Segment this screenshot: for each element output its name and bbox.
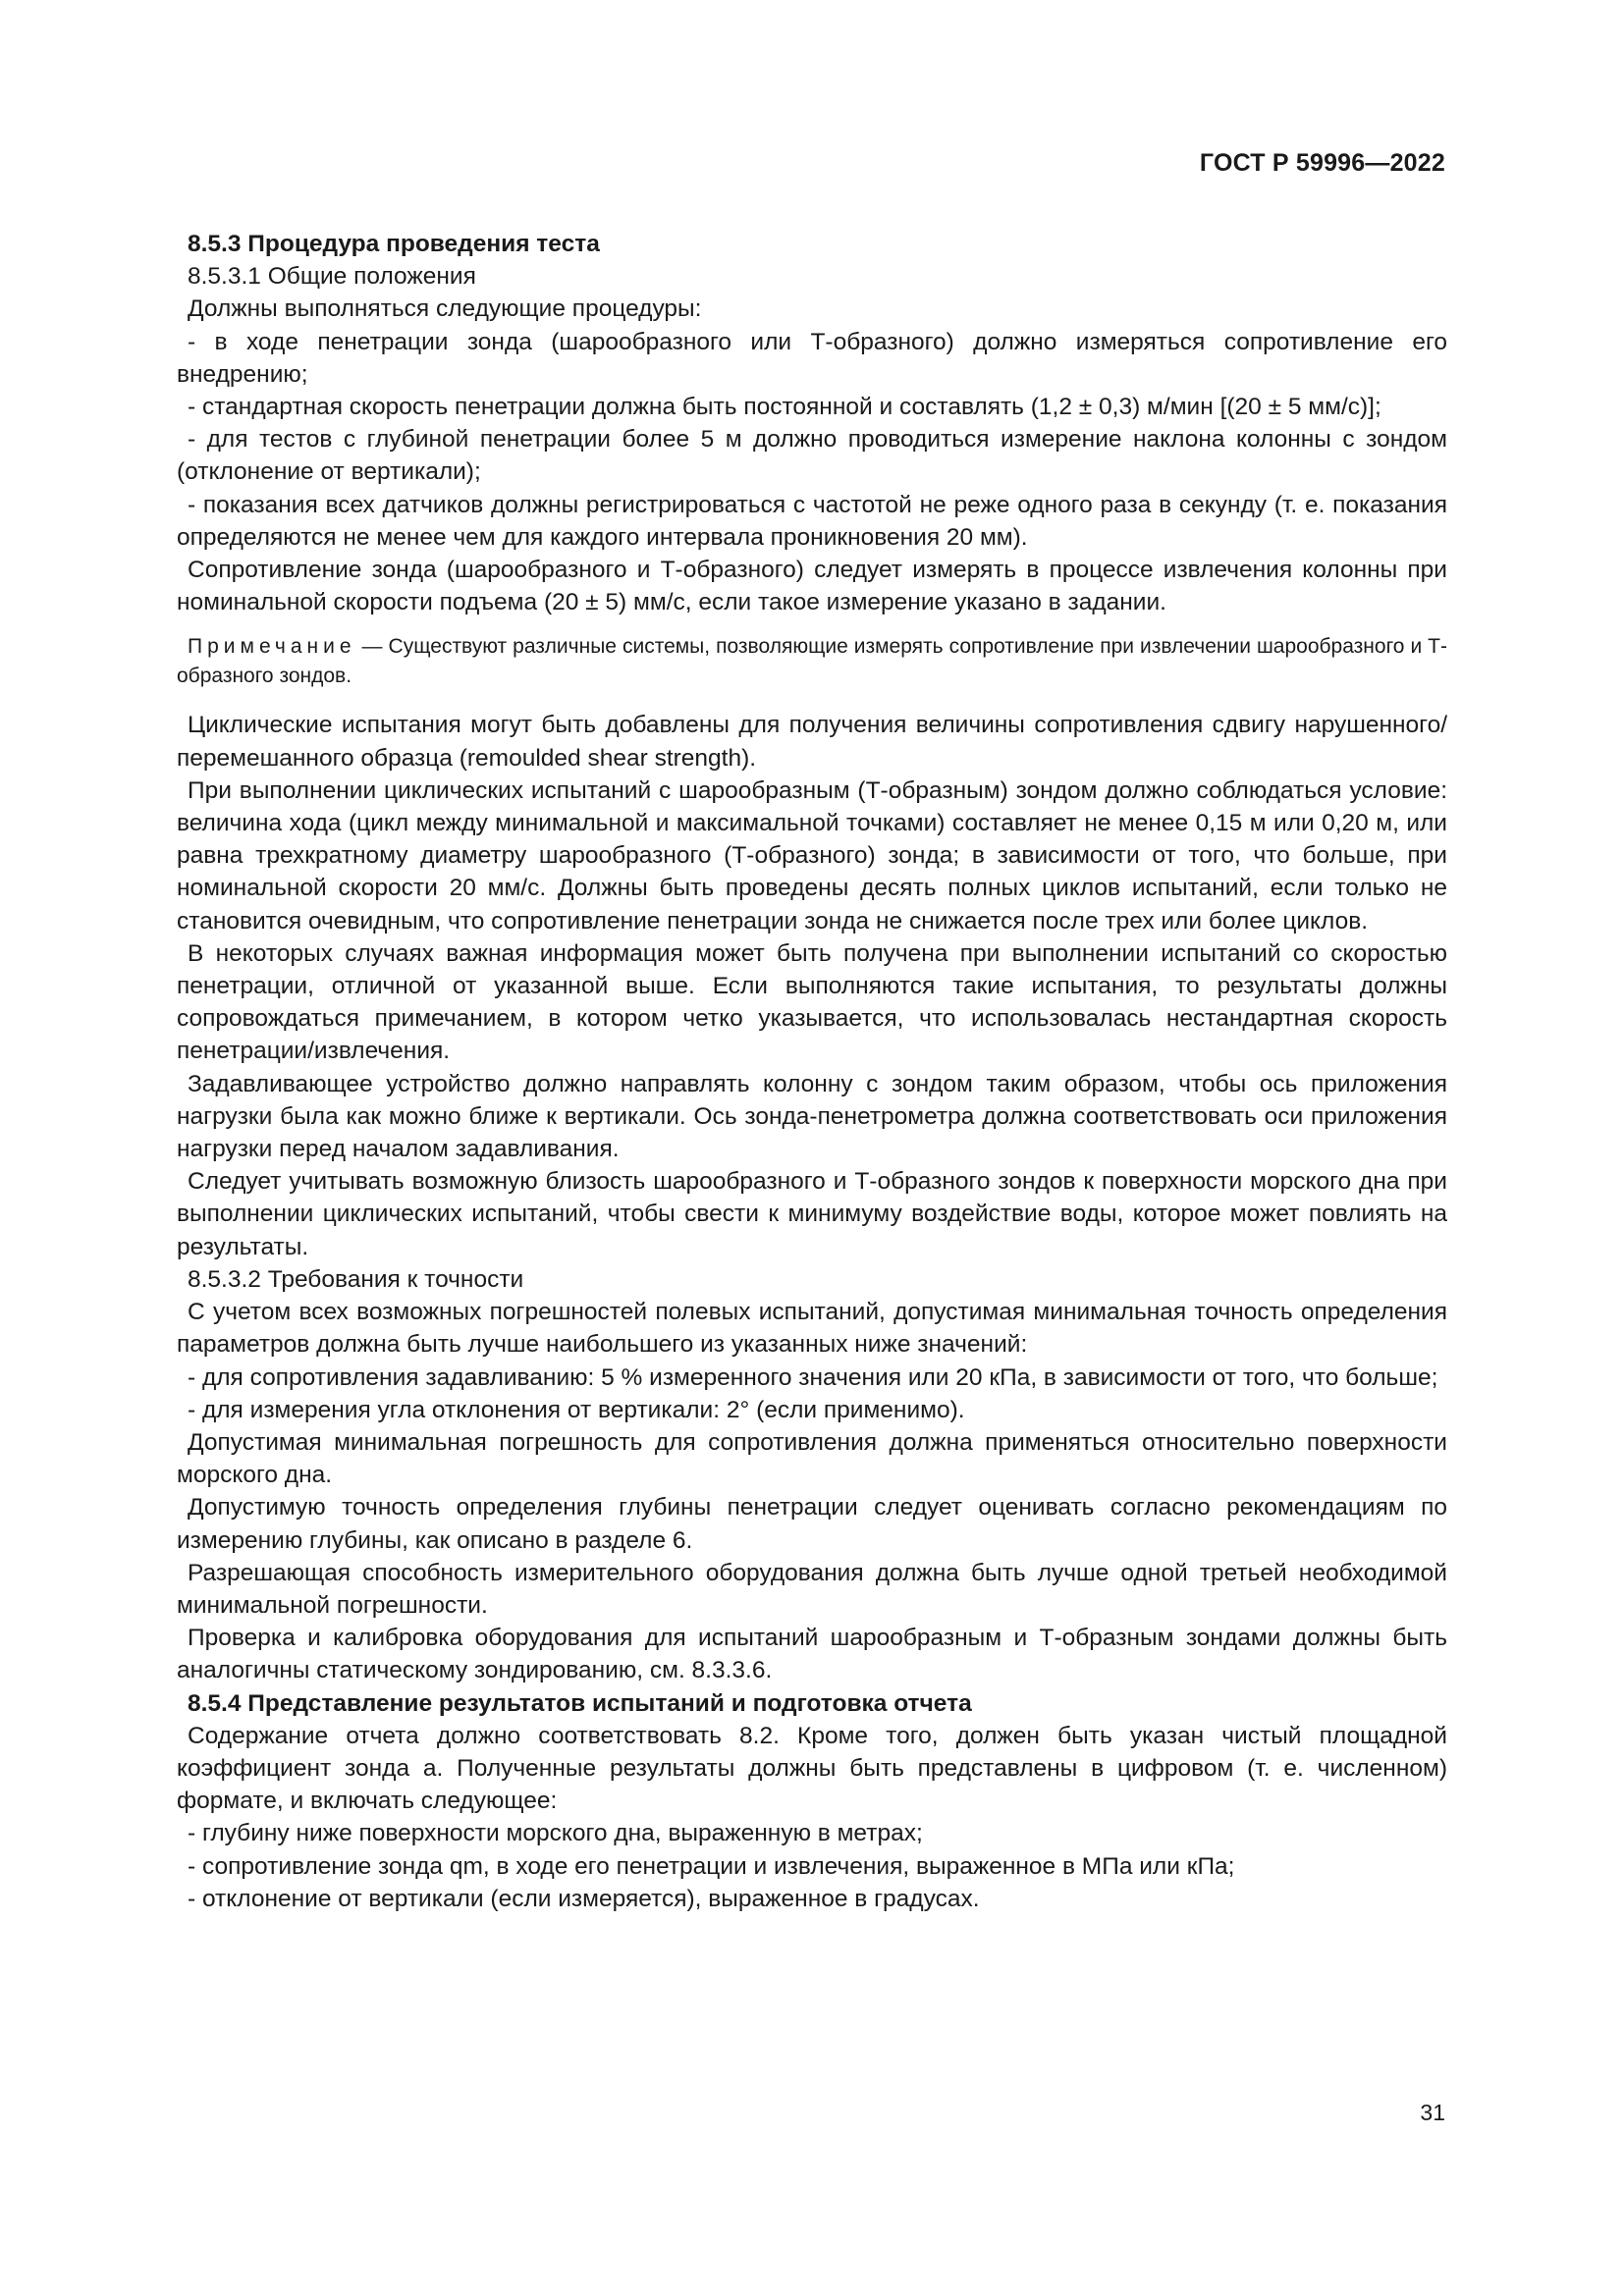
body-paragraph: Содержание отчета должно соответствовать 8.2. Кроме того, должен быть указан чистый площадной коэффициент зонда a. Полученные результаты должны быть представлены в цифровом (т. е. численном) формате, и включать следующее: [177, 1722, 1447, 1815]
body-paragraph: 8.5.3.1 Общие положения [188, 263, 476, 291]
body-paragraph: - для тестов с глубиной пенетрации более 5 м должно проводиться измерение наклона колонны с зондом (отклонение от вертикали); [177, 426, 1447, 486]
note-label: Примечание [188, 635, 356, 659]
body-paragraph: - в ходе пенетрации зонда (шарообразного или Т-образного) должно измеряться сопротивление его внедрению; [177, 328, 1447, 388]
body-paragraph: - для сопротивления задавливанию: 5 % измеренного значения или 20 кПа, в зависимости от того, что больше; [188, 1363, 1438, 1391]
body-paragraph: Следует учитывать возможную близость шарообразного и Т-образного зондов к поверхности морского дна при выполнении циклических испытаний, чтобы свести к минимуму воздействие воды, которое может повлиять на результаты. [177, 1168, 1447, 1260]
note-text: — Существуют различные системы, позволяющие измерять сопротивление при извлечении шарообразного и Т-образного зондов. [177, 635, 1447, 688]
body-paragraph: Допустимая минимальная погрешность для сопротивления должна применяться относительно поверхности морского дна. [177, 1428, 1447, 1489]
body-paragraph: 8.5.3.2 Требования к точности [188, 1265, 524, 1293]
note-paragraph [177, 632, 1447, 691]
page-content [177, 228, 1447, 1915]
body-paragraph: В некоторых случаях важная информация может быть получена при выполнении испытаний со скоростью пенетрации, отличной от указанной выше. Если выполняются такие испытания, то результаты должны сопровождаться примечанием, в котором четко указывается, что использовалась нестандартная скорость пенетрации/извлечения. [177, 939, 1447, 1065]
body-paragraph: С учетом всех возможных погрешностей полевых испытаний, допустимая минимальная точность определения параметров должна быть лучше наибольшего из указанных ниже значений: [177, 1299, 1447, 1359]
body-paragraph: Задавливающее устройство должно направлять колонну с зондом таким образом, чтобы ось приложения нагрузки была как можно ближе к вертикали. Ось зонда-пенетрометра должна соответствовать оси приложения нагрузки перед началом задавливания. [177, 1070, 1447, 1163]
body-paragraph: Сопротивление зонда (шарообразного и Т-образного) следует измерять в процессе извлечения колонны при номинальной скорости подъема (20 ± 5) мм/с, если такое измерение указано в задании. [177, 557, 1447, 616]
section-heading: 8.5.3 Процедура проведения теста [188, 231, 600, 257]
body-paragraph: - отклонение от вертикали (если измеряется), выраженное в градусах. [188, 1885, 980, 1912]
page-number: 31 [1420, 2100, 1445, 2125]
body-paragraph: - показания всех датчиков должны регистрироваться с частотой не реже одного раза в секунду (т. е. показания определяются не менее чем для каждого интервала проникновения 20 мм). [177, 491, 1447, 551]
body-paragraph: - для измерения угла отклонения от вертикали: 2° (если применимо). [188, 1396, 965, 1423]
body-paragraph: Проверка и калибровка оборудования для испытаний шарообразным и Т-образным зондами должны быть аналогичны статическому зондированию, см. 8.3.3.6. [177, 1625, 1447, 1684]
body-paragraph: Разрешающая способность измерительного оборудования должна быть лучше одной третьей необходимой минимальной погрешности. [177, 1559, 1447, 1619]
body-paragraph: - стандартная скорость пенетрации должна быть постоянной и составлять (1,2 ± 0,3) м/мин [(20 ± 5 мм/с)]; [188, 394, 1381, 421]
section-heading: 8.5.4 Представление результатов испытаний и подготовка отчета [188, 1689, 972, 1717]
body-paragraph: Циклические испытания могут быть добавлены для получения величины сопротивления сдвигу нарушенного/перемешанного образца (remoulded shear strength). [177, 712, 1447, 772]
document-header: ГОСТ Р 59996—2022 [1199, 149, 1445, 177]
body-paragraph: Допустимую точность определения глубины пенетрации следует оценивать согласно рекомендациям по измерению глубины, как описано в разделе 6. [177, 1494, 1447, 1554]
body-paragraph: Должны выполняться следующие процедуры: [188, 295, 702, 323]
body-paragraph: - сопротивление зонда qm, в ходе его пенетрации и извлечения, выраженное в МПа или кПа; [188, 1852, 1235, 1880]
body-paragraph: - глубину ниже поверхности морского дна, выраженную в метрах; [188, 1820, 923, 1847]
body-paragraph: При выполнении циклических испытаний с шарообразным (Т-образным) зондом должно соблюдаться условие: величина хода (цикл между минимальной и максимальной точками) составляет не менее 0,15 м или 0,20 м, или равна трехкратному диаметру шарообразного (Т-образного) зонда; в зависимости от того, что больше, при номинальной скорости 20 мм/с. Должны быть проведены десять полных циклов испытаний, если только не становится очевидным, что сопротивление пенетрации зонда не снижается после трех или более циклов. [177, 776, 1447, 934]
